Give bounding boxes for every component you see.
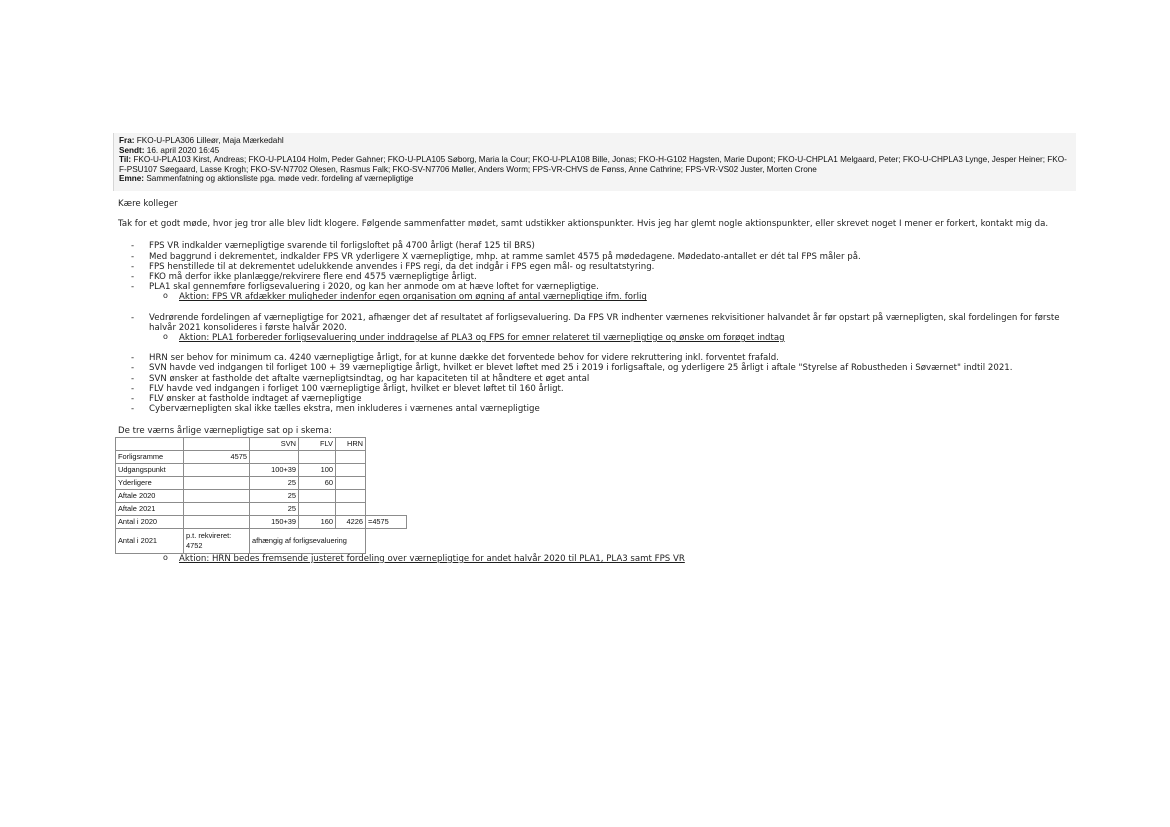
list-item: - HRN ser behov for minimum ca. 4240 værnepligtige årligt, for at kunne dække det forventede behov for videre rekruttering inkl. forventet frafald. (131, 353, 1073, 363)
table-cell: 60 (299, 476, 336, 489)
table-cell: 25 (250, 489, 299, 502)
action-item: o Aktion: PLA1 forbereder forligsevaluering under inddragelse af PLA3 og FPS for emner relateret til værnepligtige og ønske om forøget indtag (163, 333, 1073, 343)
table-cell (184, 463, 250, 476)
table-cell: 160 (299, 515, 336, 528)
table-cell (336, 489, 366, 502)
table-header-row (116, 437, 407, 450)
table-cell: Yderligere (116, 476, 184, 489)
table-row (116, 528, 407, 553)
list-item: - FKO må derfor ikke planlægge/rekvirere flere end 4575 værnepligtige årligt. (131, 272, 1073, 282)
bullet-list-1 (118, 241, 1073, 292)
bullet-list-2 (118, 313, 1073, 333)
action-item: o Aktion: FPS VR afdækker muligheder indenfor egen organisation om øgning af antal værnepligtige ifm. forlig (163, 292, 1073, 302)
to-row (119, 155, 1069, 174)
from-value: FKO-U-PLA306 Lilleør, Maja Mærkedahl (136, 136, 284, 145)
table-cell (336, 450, 366, 463)
table-cell: 4226 (336, 515, 366, 528)
table-cell (336, 476, 366, 489)
table-cell (184, 502, 250, 515)
list-item: - FLV havde ved indgangen i forliget 100 værnepligtige årligt, hvilket er blevet løftet til 160 årligt. (131, 384, 1073, 394)
from-row (119, 136, 1076, 146)
action-list-1 (118, 292, 1073, 302)
list-item: - SVN ønsker at fastholde det aftalte værnepligtsindtag, og har kapaciteten til at håndtere et øget antal (131, 374, 1073, 384)
table-cell: 150+39 (250, 515, 299, 528)
email-document (113, 133, 1076, 589)
list-item: - PLA1 skal gennemføre forligsevaluering i 2020, og kan her anmode om at hæve loftet for værnepligtige. (131, 282, 1073, 292)
list-item: - FPS henstillede til at dekrementet udelukkende anvendes i FPS regi, da det indgår i FPS egen mål- og resultatstyring. (131, 262, 1073, 272)
from-label: Fra: (119, 136, 135, 145)
list-item: - Med baggrund i dekrementet, indkalder FPS VR yderligere X værnepligtige, mhp. at ramme samlet 4575 på mødedagene. Mødedato-antallet er dét tal FPS måler på. (131, 252, 1073, 262)
email-header (113, 133, 1076, 191)
table-cell (250, 450, 299, 463)
table-cell (184, 489, 250, 502)
table-cell (184, 528, 250, 553)
table-cell: 4575 (184, 450, 250, 463)
sent-row (119, 146, 1076, 156)
table-header-cell: FLV (299, 437, 336, 450)
list-item: - FLV ønsker at fastholde indtaget af værnepligtige (131, 394, 1073, 404)
list-item: - Cyberværnepligten skal ikke tælles ekstra, men inkluderes i værnenes antal værnepligtige (131, 404, 1073, 414)
greeting: Kære kolleger (118, 199, 178, 209)
list-item: - SVN havde ved indgangen til forliget 100 + 39 værnepligtige årligt, hvilket er blevet løftet med 25 i 2019 i forligsaftale, og yderligere 25 årligt i aftale "Styrelse af Robustheden i Søværnet" indtil 2021. (131, 363, 1073, 373)
bullet-list-3 (118, 353, 1073, 414)
table-row (116, 450, 407, 463)
email-body (118, 199, 1073, 564)
table-caption: De tre værns årlige værnepligtige sat op i skema: (118, 426, 332, 437)
requested-label: p.t. rekvireret: (186, 530, 232, 540)
action-list-3 (118, 554, 1073, 564)
table-cell: Antal i 2021 (116, 528, 184, 553)
sent-label: Sendt: (119, 145, 145, 155)
table-cell: 25 (250, 476, 299, 489)
table-row (116, 515, 407, 528)
table-cell: Aftale 2020 (116, 489, 184, 502)
table-header-cell: HRN (336, 437, 366, 450)
table-cell-total: =4575 (366, 515, 407, 528)
table-cell (299, 450, 336, 463)
table-cell (299, 489, 336, 502)
to-value: FKO-U-PLA103 Kirst, Andreas; FKO-U-PLA104 Holm, Peder Gahner; FKO-U-PLA105 Søborg, Maria la Cour; FKO-U-PLA108 Bille, Jonas; FKO-H-G102 Hagsten, Marie Dupont; FKO-U-CHPLA1 Melgaard, Peter; FKO-U-CHPLA3 Lynge, Jesper Heiner; FKO-F-PSU107 Søegaard, Lasse Krogh; FKO-SV-N7702 Olesen, Rasmus Falk; FKO-SV-N7706 Møller, Anders Worm; FPS-VR-CHVS de Fønss, Anne Cathrine; FPS-VR-VS02 Juster, Morten Crone (119, 155, 1067, 174)
table-cell (184, 515, 250, 528)
table-cell (299, 502, 336, 515)
table-header-cell (184, 437, 250, 450)
table-cell: 25 (250, 502, 299, 515)
subject-row (119, 174, 1076, 184)
table-row (116, 502, 407, 515)
to-label: Til: (119, 155, 132, 164)
action-list-2 (118, 333, 1073, 343)
table-cell: Aftale 2021 (116, 502, 184, 515)
requested-value: 4752 (186, 540, 203, 550)
table-header-cell (116, 437, 184, 450)
subject-label: Emne: (119, 174, 145, 183)
table-header-cell: SVN (250, 437, 299, 450)
sent-value: 16. april 2020 16:45 (146, 145, 220, 155)
conscripts-table (115, 437, 407, 554)
table-cell: Udgangspunkt (116, 463, 184, 476)
table-cell: 100 (299, 463, 336, 476)
table-row (116, 476, 407, 489)
table-row (116, 489, 407, 502)
table-cell: Antal i 2020 (116, 515, 184, 528)
table-cell (336, 463, 366, 476)
table-cell: Forligsramme (116, 450, 184, 463)
intro-paragraph: Tak for et godt møde, hvor jeg tror alle blev lidt klogere. Følgende sammenfatter mødet, samt udstikker aktionspunkter. Hvis jeg har glemt nogle aktionspunkter, eller skrevet noget I mener er forkert, kontakt mig da. (118, 219, 1049, 230)
table-cell: 100+39 (250, 463, 299, 476)
table-cell (184, 476, 250, 489)
list-item: - FPS VR indkalder værnepligtige svarende til forligsloftet på 4700 årligt (heraf 125 til BRS) (131, 241, 1073, 251)
table-cell (336, 502, 366, 515)
list-item: - Vedrørende fordelingen af værnepligtige for 2021, afhænger det af resultatet af forligsevaluering. Da FPS VR indhenter værnenes rekvisitioner halvandet år før opstart på værnepligten, skal fordelingen for første halvår 2021 konsolideres i første halvår 2020. (131, 313, 1073, 333)
table-row (116, 463, 407, 476)
action-item: o Aktion: HRN bedes fremsende justeret fordeling over værnepligtige for andet halvår 2020 til PLA1, PLA3 samt FPS VR (163, 554, 1073, 564)
table-cell-merged: afhængig af forligsevaluering (250, 528, 366, 553)
subject-value: Sammenfatning og aktionsliste pga. møde vedr. fordeling af værnepligtige (146, 174, 414, 183)
